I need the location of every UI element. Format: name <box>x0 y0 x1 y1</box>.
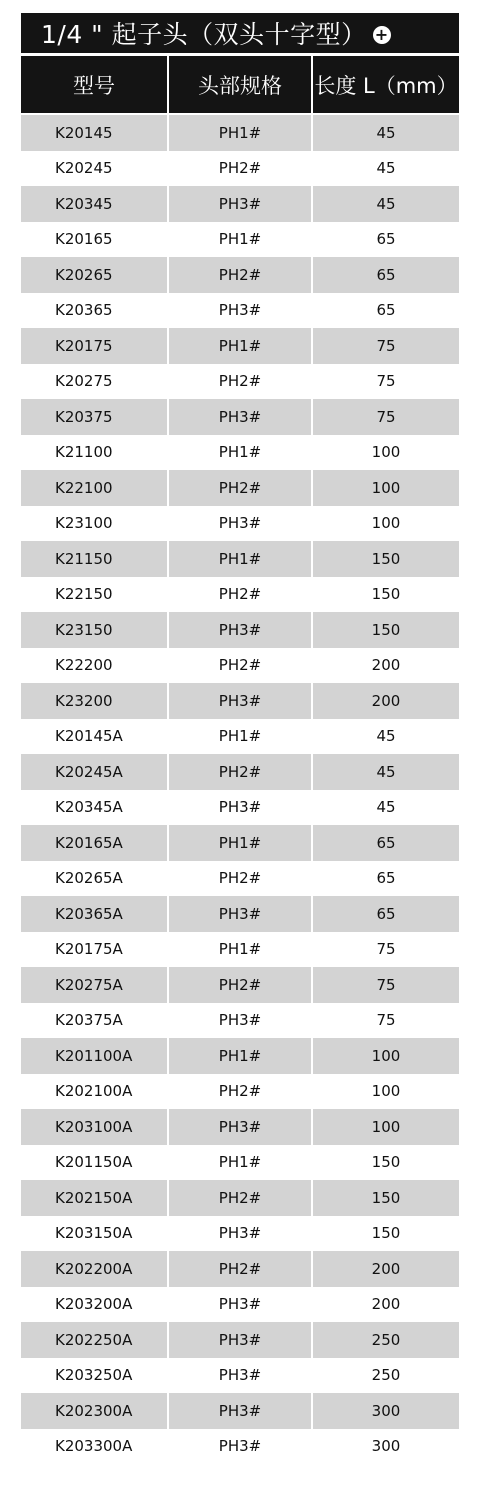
table-row <box>21 577 459 613</box>
cell-model: K203100A <box>55 1117 133 1136</box>
cell-length: 75 <box>376 407 396 426</box>
table-row <box>21 1358 459 1394</box>
cell-head-spec: PH2# <box>167 470 313 506</box>
cell-head-spec: PH3# <box>167 399 313 435</box>
cell-length: 200 <box>371 1259 401 1278</box>
cell-length: 150 <box>371 620 401 639</box>
cell-head-spec: PH3# <box>167 896 313 932</box>
table-row <box>21 115 459 151</box>
cell-head-spec: PH2# <box>167 1180 313 1216</box>
cell-head-spec: PH3# <box>167 1358 313 1394</box>
cell-head-spec: PH3# <box>167 1429 313 1465</box>
cell-model: K20375 <box>55 407 113 426</box>
cell-model: K20365 <box>55 301 113 320</box>
cell-head-spec: PH3# <box>167 1393 313 1429</box>
table-row <box>21 1038 459 1074</box>
cell-length: 200 <box>371 691 401 710</box>
cell-head-spec: PH2# <box>167 151 313 187</box>
cell-head-spec: PH1# <box>167 1038 313 1074</box>
cell-head-spec: PH1# <box>167 932 313 968</box>
table-row <box>21 151 459 187</box>
cell-head-spec: PH2# <box>167 754 313 790</box>
cell-model: K20175 <box>55 336 113 355</box>
cell-length: 45 <box>376 798 396 817</box>
column-header-model: 型号 <box>73 73 115 98</box>
cell-head-spec: PH1# <box>167 115 313 151</box>
table-row <box>21 1251 459 1287</box>
table-row <box>21 683 459 719</box>
cell-head-spec: PH3# <box>167 1287 313 1323</box>
cell-model: K203200A <box>55 1295 133 1314</box>
cell-length: 75 <box>376 1011 396 1030</box>
cell-model: K20175A <box>55 940 123 959</box>
cell-length: 45 <box>376 159 396 178</box>
cell-head-spec: PH1# <box>167 1145 313 1181</box>
cell-model: K202200A <box>55 1259 133 1278</box>
table-row <box>21 754 459 790</box>
table-row <box>21 1074 459 1110</box>
cell-model: K23100 <box>55 514 113 533</box>
cell-head-spec: PH1# <box>167 719 313 755</box>
cell-length: 45 <box>376 194 396 213</box>
cell-length: 100 <box>371 1046 401 1065</box>
cell-head-spec: PH2# <box>167 577 313 613</box>
cell-head-spec: PH3# <box>167 1003 313 1039</box>
cell-length: 65 <box>376 833 396 852</box>
table-row <box>21 257 459 293</box>
table-row <box>21 293 459 329</box>
cell-head-spec: PH1# <box>167 435 313 471</box>
cell-length: 75 <box>376 372 396 391</box>
table-row <box>21 364 459 400</box>
cell-head-spec: PH3# <box>167 1109 313 1145</box>
cell-model: K203300A <box>55 1437 133 1456</box>
cell-model: K202300A <box>55 1401 133 1420</box>
column-header-head-spec: 头部规格 <box>167 56 313 113</box>
table-row <box>21 1216 459 1252</box>
cell-head-spec: PH3# <box>167 683 313 719</box>
cell-model: K20145A <box>55 727 123 746</box>
cell-length: 100 <box>371 478 401 497</box>
cell-length: 75 <box>376 336 396 355</box>
cell-model: K20165 <box>55 230 113 249</box>
cell-model: K21100 <box>55 443 113 462</box>
table-row <box>21 541 459 577</box>
cell-length: 150 <box>371 1224 401 1243</box>
cell-model: K20275 <box>55 372 113 391</box>
cell-length: 100 <box>371 443 401 462</box>
cell-head-spec: PH3# <box>167 1322 313 1358</box>
cell-head-spec: PH3# <box>167 293 313 329</box>
cell-model: K20345 <box>55 194 113 213</box>
cell-length: 150 <box>371 1188 401 1207</box>
cell-length: 100 <box>371 1082 401 1101</box>
table-row <box>21 896 459 932</box>
table-row <box>21 186 459 222</box>
cell-model: K203150A <box>55 1224 133 1243</box>
column-header-length: 长度 L（mm） <box>314 73 458 98</box>
cell-head-spec: PH2# <box>167 1251 313 1287</box>
cell-head-spec: PH3# <box>167 790 313 826</box>
cell-length: 150 <box>371 549 401 568</box>
cell-model: K20145 <box>55 123 113 142</box>
cell-model: K20275A <box>55 975 123 994</box>
cell-head-spec: PH1# <box>167 328 313 364</box>
cell-length: 45 <box>376 727 396 746</box>
table-row <box>21 719 459 755</box>
cell-length: 300 <box>371 1437 401 1456</box>
table-row <box>21 1180 459 1216</box>
cell-model: K203250A <box>55 1366 133 1385</box>
cell-length: 45 <box>376 762 396 781</box>
cell-length: 200 <box>371 656 401 675</box>
cell-model: K20245A <box>55 762 123 781</box>
cell-length: 75 <box>376 975 396 994</box>
cell-length: 250 <box>371 1330 401 1349</box>
table-row <box>21 399 459 435</box>
table-row <box>21 1003 459 1039</box>
table-row <box>21 790 459 826</box>
cell-head-spec: PH2# <box>167 861 313 897</box>
cell-length: 65 <box>376 904 396 923</box>
cell-head-spec: PH2# <box>167 1074 313 1110</box>
table-row <box>21 1145 459 1181</box>
cell-model: K22200 <box>55 656 113 675</box>
plus-circle-icon: + <box>373 26 391 44</box>
cell-model: K20265A <box>55 869 123 888</box>
cell-model: K201100A <box>55 1046 133 1065</box>
cell-model: K20165A <box>55 833 123 852</box>
table-header <box>21 56 459 113</box>
cell-length: 65 <box>376 301 396 320</box>
cell-model: K23200 <box>55 691 113 710</box>
cell-length: 65 <box>376 265 396 284</box>
table-row <box>21 967 459 1003</box>
cell-model: K20265 <box>55 265 113 284</box>
cell-model: K202250A <box>55 1330 133 1349</box>
table-row <box>21 648 459 684</box>
cell-model: K201150A <box>55 1153 133 1172</box>
table-row <box>21 506 459 542</box>
table-row <box>21 932 459 968</box>
table-row <box>21 1322 459 1358</box>
cell-model: K21150 <box>55 549 113 568</box>
cell-head-spec: PH1# <box>167 222 313 258</box>
cell-model: K20345A <box>55 798 123 817</box>
cell-head-spec: PH3# <box>167 1216 313 1252</box>
cell-length: 200 <box>371 1295 401 1314</box>
cell-length: 100 <box>371 514 401 533</box>
cell-head-spec: PH2# <box>167 364 313 400</box>
table-body <box>21 115 459 1464</box>
cell-length: 45 <box>376 123 396 142</box>
cell-head-spec: PH3# <box>167 612 313 648</box>
table-row <box>21 1429 459 1465</box>
cell-head-spec: PH1# <box>167 541 313 577</box>
cell-length: 150 <box>371 585 401 604</box>
table-row <box>21 825 459 861</box>
cell-head-spec: PH2# <box>167 967 313 1003</box>
cell-head-spec: PH2# <box>167 648 313 684</box>
cell-length: 250 <box>371 1366 401 1385</box>
table-row <box>21 470 459 506</box>
cell-model: K22100 <box>55 478 113 497</box>
table-row <box>21 222 459 258</box>
cell-model: K20365A <box>55 904 123 923</box>
cell-length: 75 <box>376 940 396 959</box>
cell-head-spec: PH3# <box>167 186 313 222</box>
cell-model: K202150A <box>55 1188 133 1207</box>
table-row <box>21 1393 459 1429</box>
cell-head-spec: PH1# <box>167 825 313 861</box>
table-row <box>21 1109 459 1145</box>
cell-head-spec: PH2# <box>167 257 313 293</box>
table-title-bar <box>21 13 459 53</box>
table-row <box>21 435 459 471</box>
cell-length: 300 <box>371 1401 401 1420</box>
cell-length: 65 <box>376 869 396 888</box>
cell-head-spec: PH3# <box>167 506 313 542</box>
table-row <box>21 328 459 364</box>
table-title: 1/4 " 起子头（双头十字型） <box>41 20 367 49</box>
cell-model: K20375A <box>55 1011 123 1030</box>
table-row <box>21 1287 459 1323</box>
cell-length: 150 <box>371 1153 401 1172</box>
cell-model: K22150 <box>55 585 113 604</box>
table-row <box>21 861 459 897</box>
cell-model: K20245 <box>55 159 113 178</box>
table-row <box>21 612 459 648</box>
cell-model: K23150 <box>55 620 113 639</box>
cell-length: 100 <box>371 1117 401 1136</box>
cell-length: 65 <box>376 230 396 249</box>
cell-model: K202100A <box>55 1082 133 1101</box>
